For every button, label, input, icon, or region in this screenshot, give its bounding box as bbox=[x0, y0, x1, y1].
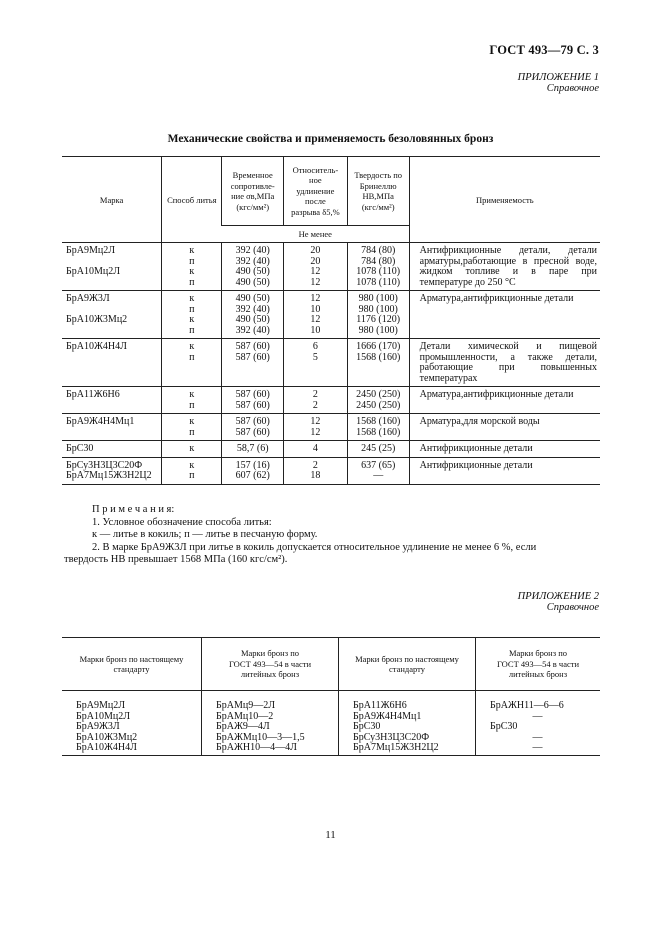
appendix-1-subtitle: Справочное bbox=[546, 83, 599, 94]
note-2: 2. В марке БрА9Ж3Л при литье в кокиль допускается относительное удлинение не менее 6 %, если bbox=[92, 541, 537, 553]
t2-col-3: БрА11Ж6Н6 БрА9Ж4Н4Мц1 БрС30 БрСу3Н3Ц3С20Ф БрА7Мц15Ж3Н2Ц2 bbox=[339, 691, 476, 756]
page-header: ГОСТ 493—79 С. 3 bbox=[489, 43, 599, 57]
col-header-elongation: Относитель- ное удлинение после разрыва δ5,% bbox=[283, 157, 347, 226]
table-row bbox=[62, 339, 600, 387]
page-number: 11 bbox=[325, 829, 336, 841]
hardness-cell: 1666 (170) 1568 (160) bbox=[347, 339, 409, 387]
table-row bbox=[62, 291, 600, 339]
mark-cell: БрА9Ж3Л БрА10Ж3Мц2 bbox=[62, 291, 162, 339]
strength-cell: 58,7 (6) bbox=[222, 441, 284, 458]
table-1-caption: Механические свойства и применяемость безоловянных бронз bbox=[167, 133, 494, 145]
cast-cell: к п bbox=[162, 414, 222, 441]
hardness-cell: 1568 (160) 1568 (160) bbox=[347, 414, 409, 441]
correspondence-table bbox=[62, 637, 600, 756]
col-header-strength: Временное сопротивле- ние σв,МПа (кгс/мм²) bbox=[222, 157, 284, 226]
cast-cell: к п bbox=[162, 457, 222, 484]
elongation-cell: 12 10 12 10 bbox=[283, 291, 347, 339]
appendix-2-subtitle: Справочное bbox=[546, 602, 599, 613]
notes-title: П р и м е ч а н и я: bbox=[92, 504, 175, 515]
mark-cell: БрА10Ж4Н4Л bbox=[62, 339, 162, 387]
hardness-cell: 2450 (250) 2450 (250) bbox=[347, 387, 409, 414]
elongation-cell: 6 5 bbox=[283, 339, 347, 387]
cast-cell: к п к п bbox=[162, 291, 222, 339]
cast-cell: к bbox=[162, 441, 222, 458]
use-cell: Антифрикционные детали, детали арматуры,работающие в пресной воде, жидком топливе и в паре при температуре до 250 °С bbox=[409, 243, 600, 291]
use-cell: Арматура,антифрикционные детали bbox=[409, 291, 600, 339]
t2-header-1: Марки бронз по настоящему стандарту bbox=[62, 638, 202, 691]
min-note: Не менее bbox=[222, 226, 409, 243]
use-cell: Арматура,антифрикционные детали bbox=[409, 387, 600, 414]
mark-cell: БрС30 bbox=[62, 441, 162, 458]
hardness-cell: 245 (25) bbox=[347, 441, 409, 458]
elongation-cell: 2 2 bbox=[283, 387, 347, 414]
col-header-use: Применяемость bbox=[409, 157, 600, 243]
table-row bbox=[62, 441, 600, 458]
strength-cell: 490 (50) 392 (40) 490 (50) 392 (40) bbox=[222, 291, 284, 339]
use-cell: Детали химической и пищевой промышленности, а также детали, работающие при повышенных температурах bbox=[409, 339, 600, 387]
elongation-cell: 12 12 bbox=[283, 414, 347, 441]
table-row bbox=[62, 457, 600, 484]
table-row bbox=[62, 414, 600, 441]
mark-cell: БрСу3Н3Ц3С20Ф БрА7Мц15Ж3Н2Ц2 bbox=[62, 457, 162, 484]
col-header-mark: Марка bbox=[62, 157, 162, 243]
appendix-2-label bbox=[518, 591, 599, 613]
hardness-cell: 637 (65) — bbox=[347, 457, 409, 484]
note-2-cont: твердость НВ превышает 1568 МПа (160 кгс/см²). bbox=[64, 554, 288, 565]
use-cell: Арматура,для морской воды bbox=[409, 414, 600, 441]
elongation-cell: 4 bbox=[283, 441, 347, 458]
col-header-hardness: Твердость по Бринеллю НВ,МПа (кгс/мм²) bbox=[347, 157, 409, 226]
elongation-cell: 20 20 12 12 bbox=[283, 243, 347, 291]
t2-col-4: БрАЖН11—6—6 — БрС30 — — bbox=[476, 691, 601, 756]
cast-cell: к п bbox=[162, 339, 222, 387]
appendix-1-label bbox=[518, 72, 599, 94]
t2-header-3: Марки бронз по настоящему стандарту bbox=[339, 638, 476, 691]
strength-cell: 587 (60) 587 (60) bbox=[222, 339, 284, 387]
note-1: 1. Условное обозначение способа литья: bbox=[92, 516, 272, 528]
t2-col-2: БрАМц9—2Л БрАМц10—2 БрАЖ9—4Л БрАЖМц10—3—1,5 БрАЖН10—4—4Л bbox=[202, 691, 339, 756]
t2-header-2: Марки бронз по ГОСТ 493—54 в части литейных бронз bbox=[202, 638, 339, 691]
cast-cell: к п к п bbox=[162, 243, 222, 291]
t2-header-4: Марки бронз по ГОСТ 493—54 в части литейных бронз bbox=[476, 638, 601, 691]
t2-col-1: БрА9Мц2Л БрА10Мц2Л БрА9Ж3Л БрА10Ж3Мц2 БрА10Ж4Н4Л bbox=[62, 691, 202, 756]
strength-cell: 157 (16) 607 (62) bbox=[222, 457, 284, 484]
col-header-cast: Способ литья bbox=[162, 157, 222, 243]
use-cell: Антифрикционные детали bbox=[409, 441, 600, 458]
strength-cell: 587 (60) 587 (60) bbox=[222, 387, 284, 414]
appendix-2-title: ПРИЛОЖЕНИЕ 2 bbox=[517, 591, 599, 602]
appendix-1-title: ПРИЛОЖЕНИЕ 1 bbox=[517, 72, 599, 83]
mark-cell: БрА9Мц2Л БрА10Мц2Л bbox=[62, 243, 162, 291]
note-1-detail: к — литье в кокиль; п — литье в песчаную форму. bbox=[92, 529, 318, 540]
table-row bbox=[62, 387, 600, 414]
use-cell: Антифрикционные детали bbox=[409, 457, 600, 484]
mark-cell: БрА11Ж6Н6 bbox=[62, 387, 162, 414]
hardness-cell: 784 (80) 784 (80) 1078 (110) 1078 (110) bbox=[347, 243, 409, 291]
properties-table bbox=[62, 156, 600, 485]
notes-block bbox=[64, 504, 602, 567]
mark-cell: БрА9Ж4Н4Мц1 bbox=[62, 414, 162, 441]
strength-cell: 392 (40) 392 (40) 490 (50) 490 (50) bbox=[222, 243, 284, 291]
hardness-cell: 980 (100) 980 (100) 1176 (120) 980 (100) bbox=[347, 291, 409, 339]
elongation-cell: 2 18 bbox=[283, 457, 347, 484]
strength-cell: 587 (60) 587 (60) bbox=[222, 414, 284, 441]
table-row bbox=[62, 243, 600, 291]
cast-cell: к п bbox=[162, 387, 222, 414]
